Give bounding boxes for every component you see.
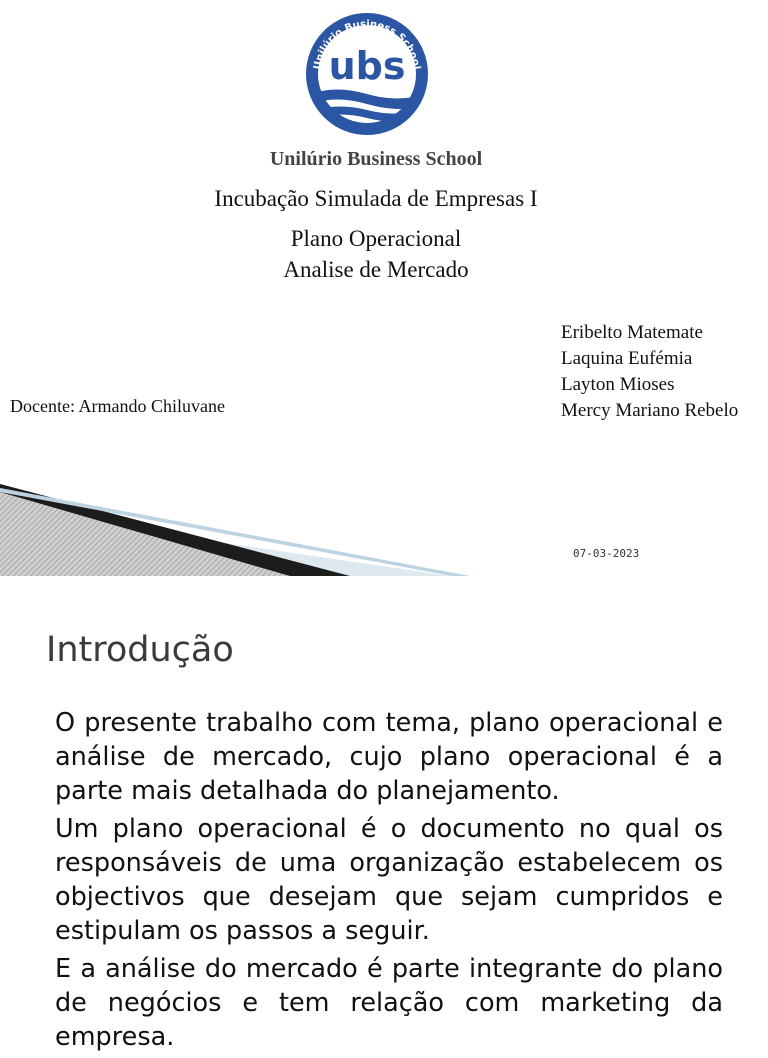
author-item: Eribelto Matemate	[561, 322, 703, 343]
subject-line-2: Analise de Mercado	[283, 257, 469, 282]
logo-letters: ubs	[328, 44, 406, 88]
author-list	[561, 320, 738, 424]
author-item: Mercy Mariano Rebelo	[561, 400, 739, 421]
body-paragraph: Um plano operacional é o documento no qual os responsáveis de uma organização estabelecem os objectivos que desejam que sejam cumpridos e estipulam os passos a seguir.	[55, 814, 723, 946]
decorative-wedge	[0, 470, 768, 576]
course-title: Incubação Simulada de Empresas I	[214, 186, 538, 211]
slide-title: Introdução	[46, 630, 234, 670]
logo-ring-text: Unilúrio Business School	[312, 18, 422, 71]
subject-line-1: Plano Operacional	[290, 226, 462, 251]
body-paragraph: O presente trabalho com tema, plano operacional e análise de mercado, cujo plano operacional é a parte mais detalhada do planejamento.	[55, 708, 723, 806]
ubs-logo-icon	[302, 6, 432, 136]
body-paragraph: E a análise do mercado é parte integrante do plano de negócios e tem relação com marketing da empresa.	[55, 954, 723, 1052]
author-item: Laquina Eufémia	[561, 348, 693, 369]
author-item: Layton Mioses	[561, 374, 675, 395]
school-name: Unilúrio Business School	[269, 148, 483, 170]
slide-date: 07-03-2023	[573, 547, 640, 560]
lecturer-name: Docente: Armando Chiluvane	[10, 396, 225, 416]
slide-body	[55, 706, 723, 1058]
